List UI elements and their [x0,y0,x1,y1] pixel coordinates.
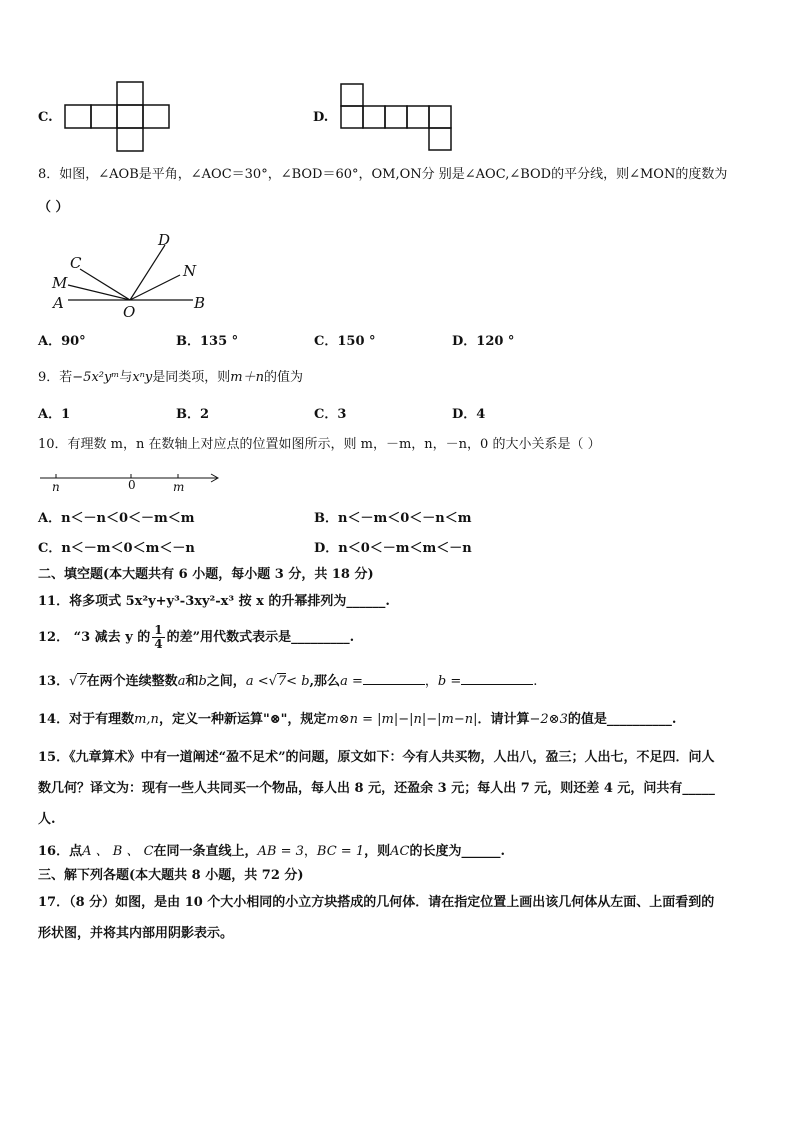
q8-stem: 8．如图，∠AOB是平角，∠AOC＝30°，∠BOD＝60°，OM,ON分 别是∠AOC,∠BOD的平分线，则∠MON的度数为 [38,167,728,182]
q8-paren: （ ） [38,200,69,215]
q10-number-line [0,0,794,500]
q8-option-d: D．120 ° [452,334,515,349]
section-3-heading: 三、解下列各题(本大题共 8 小题，共 72 分) [38,868,304,883]
q15-line1: 15．《九章算术》中有一道阐述“盈不足术”的问题，原文如下：今有人共买物，人出八，盈三；人出七，不足四．问人 [38,750,715,765]
label-c: C [70,254,82,272]
q9-expr2: xⁿy [132,370,153,385]
q9-option-b: B．2 [176,407,210,422]
q12: 12． “3 减去 y 的 $\frac{1}{4}$ 的差”用代数式表示是_________. [38,623,355,651]
q10-option-a: A．n＜－n＜0＜－m＜m [38,511,195,526]
q9-stem: 9．若−5x²yᵐ与xⁿy是同类项，则m＋n的值为 [38,370,304,385]
axis-label-zero: 0 [128,478,136,492]
q8-option-b: B．135 ° [176,334,239,349]
q11: 11．将多项式 5x²y+y³-3xy²-x³ 按 x 的升幂排列为______. [38,594,390,609]
q14: 14．对于有理数m,n，定义一种新运算"⊗"，规定m⊗n = |m|−|n|−|m−n|．请计算−2⊗3的值是__________. [38,712,677,727]
q16: 16．点A 、 B 、 C在同一条直线上，AB = 3，BC = 1，则AC的长度为______. [38,844,505,859]
q9-expr3: m＋n [230,370,264,385]
q10-stem: 10．有理数 m，n 在数轴上对应点的位置如图所示，则 m，－m，n，－n，0 的大小关系是（ ） [38,437,601,452]
section-2-heading: 二、填空题(本大题共有 6 小题，每小题 3 分，共 18 分) [38,567,374,582]
q17-line1: 17．（8 分）如图，是由 10 个大小相同的小立方块搭成的几何体．请在指定位置上画出该几何体从左面、上面看到的 [38,895,715,910]
q10-option-b: B．n＜－m＜0＜－n＜m [314,511,472,526]
label-d: D [158,231,171,249]
q13-blank-b[interactable] [461,672,533,685]
q9-option-c: C．3 [314,407,347,422]
axis-label-n: n [52,480,60,494]
q12-fraction: $\frac{1}{4}$ [154,623,163,651]
label-b: B [194,294,206,312]
label-n: N [183,262,197,280]
q15-line2: 数几何？译文为：现有一些人共同买一个物品，每人出 8 元，还盈余 3 元；每人出 7 元，则还差 4 元，问共有_____ [38,781,715,796]
q9-option-d: D．4 [452,407,486,422]
label-o: O [123,303,136,321]
q17-line2: 形状图，并将其内部用阴影表示。 [38,926,234,941]
option-d-label: D. [313,110,329,125]
label-m: M [52,274,68,292]
q13: 13．√7在两个连续整数a和b之间，a <√7< b,那么a = ，b = . [38,674,538,689]
q13-blank-a[interactable] [363,672,425,685]
q8-option-c: C．150 ° [314,334,376,349]
axis-label-m: m [173,480,185,494]
option-c-label: C. [38,110,53,125]
q10-option-c: C．n＜－m＜0＜m＜－n [38,541,195,556]
label-a: A [53,294,64,312]
q9-expr1: −5x²yᵐ [72,370,120,385]
q10-option-d: D．n＜0＜－m＜m＜－n [314,541,472,556]
q8-option-a: A．90° [38,334,86,349]
q15-line3: 人. [38,812,56,827]
q9-option-a: A．1 [38,407,71,422]
